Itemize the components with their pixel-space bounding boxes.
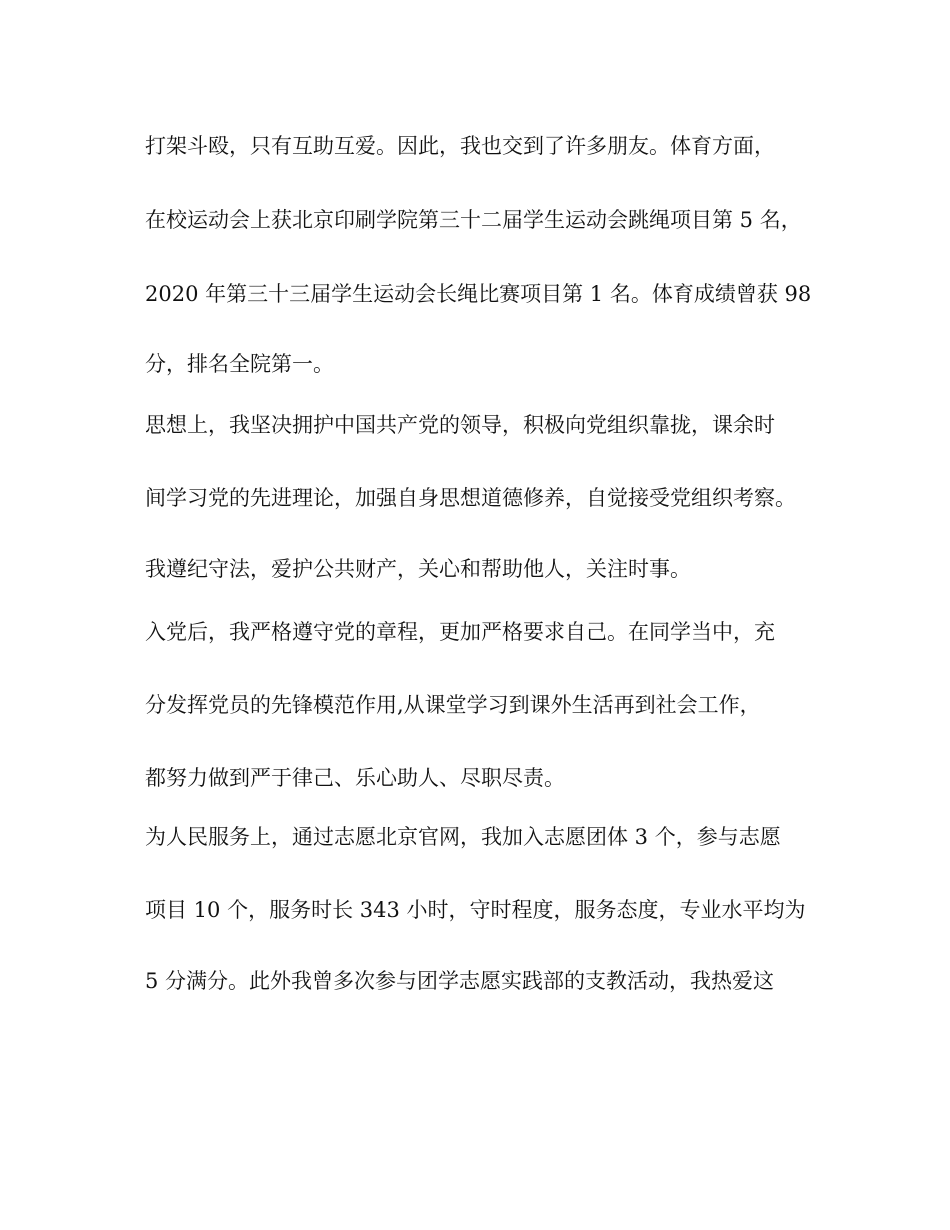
text-line: 我遵纪守法，爱护公共财产，关心和帮助他人，关注时事。: [145, 557, 691, 581]
text-line: 打架斗殴，只有互助互爱。因此，我也交到了许多朋友。体育方面，: [145, 134, 775, 158]
text-line: 间学习党的先进理论，加强自身思想道德修养，自觉接受党组织考察。: [145, 486, 796, 510]
text-line: 5 分满分。此外我曾多次参与团学志愿实践部的支教活动，我热爱这: [145, 969, 775, 993]
text-line: 都努力做到严于律己、乐心助人、尽职尽责。: [145, 766, 565, 790]
text-line: 为人民服务上，通过志愿北京官网，我加入志愿团体 3 个，参与志愿: [145, 825, 781, 849]
text-line: 分，排名全院第一。: [145, 352, 334, 376]
text-line: 项目 10 个，服务时长 343 小时，守时程度，服务态度，专业水平均为: [145, 898, 806, 922]
text-line: 思想上，我坚决拥护中国共产党的领导，积极向党组织靠拢，课余时: [145, 413, 775, 437]
text-line: 分发挥党员的先锋模范作用,从课堂学习到课外生活再到社会工作，: [145, 693, 761, 717]
text-line: 入党后，我严格遵守党的章程，更加严格要求自己。在同学当中，充: [145, 620, 775, 644]
text-line: 在校运动会上获北京印刷学院第三十二届学生运动会跳绳项目第 5 名，: [145, 208, 802, 232]
text-line: 2020 年第三十三届学生运动会长绳比赛项目第 1 名。体育成绩曾获 98: [145, 282, 812, 306]
